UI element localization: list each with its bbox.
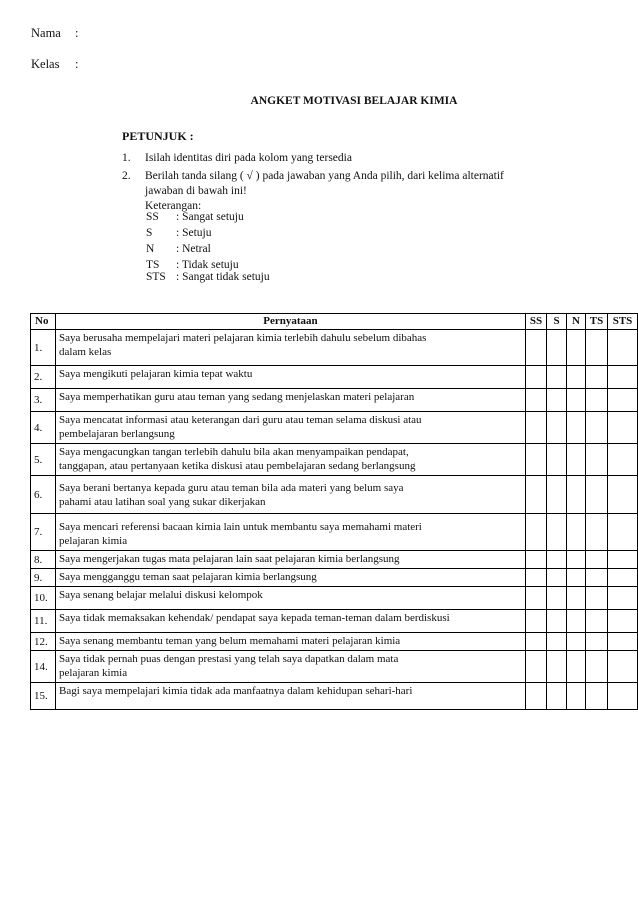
choice-s[interactable] (547, 366, 567, 389)
instruction-text: Isilah identitas diri pada kolom yang tersedia (145, 152, 352, 164)
table-row (31, 633, 638, 651)
instruction-number: 2. (122, 170, 131, 182)
legend-code: S (146, 227, 153, 239)
instruction-text: Berilah tanda silang ( √ ) pada jawaban yang Anda pilih, dari kelima alternatif (145, 170, 504, 182)
choice-s[interactable] (547, 569, 567, 587)
statement-line: pahami atau latihan soal yang sukar dikerjakan (59, 496, 266, 508)
table-row (31, 610, 638, 633)
row-statement (56, 587, 526, 610)
legend-desc: : Sangat setuju (176, 211, 244, 223)
row-statement (56, 633, 526, 651)
statement-line: Saya memperhatikan guru atau teman yang sedang menjelaskan materi pelajaran (59, 391, 415, 403)
row-number: 1. (31, 330, 56, 366)
choice-ts[interactable] (586, 412, 608, 444)
document-title: ANGKET MOTIVASI BELAJAR KIMIA (250, 95, 458, 107)
choice-ts[interactable] (586, 366, 608, 389)
statement-line: Saya tidak pernah puas dengan prestasi yang telah saya dapatkan dalam mata (59, 653, 399, 665)
choice-ss[interactable] (526, 610, 547, 633)
statement-line: tanggapan, atau pertanyaan ketika diskusi atau pembelajaran sedang berlangsung (59, 460, 416, 472)
header-sts: STS (608, 314, 638, 330)
choice-s[interactable] (547, 633, 567, 651)
choice-ts[interactable] (586, 551, 608, 569)
statement-line: Saya mengikuti pelajaran kimia tepat waktu (59, 368, 253, 380)
choice-s[interactable] (547, 389, 567, 412)
choice-ts[interactable] (586, 683, 608, 710)
choice-sts[interactable] (608, 610, 638, 633)
row-number: 15. (31, 683, 56, 710)
choice-ts[interactable] (586, 514, 608, 551)
statement-line: Saya berani bertanya kepada guru atau teman bila ada materi yang belum saya (59, 482, 404, 494)
header-statement: Pernyataan (56, 314, 526, 330)
choice-ss[interactable] (526, 551, 547, 569)
row-number: 8. (31, 551, 56, 569)
row-statement (56, 444, 526, 476)
choice-n[interactable] (567, 366, 586, 389)
table-row (31, 412, 638, 444)
choice-sts[interactable] (608, 476, 638, 514)
choice-ts[interactable] (586, 610, 608, 633)
kelas-field[interactable] (31, 57, 79, 72)
choice-ss[interactable] (526, 514, 547, 551)
choice-s[interactable] (547, 651, 567, 683)
statement-line: Saya senang membantu teman yang belum memahami materi pelajaran kimia (59, 635, 401, 647)
row-number: 9. (31, 569, 56, 587)
statement-line: pelajaran kimia (59, 535, 128, 547)
legend-desc: : Netral (176, 243, 211, 255)
row-statement (56, 476, 526, 514)
choice-s[interactable] (547, 444, 567, 476)
table-row (31, 651, 638, 683)
choice-sts[interactable] (608, 514, 638, 551)
header-ts: TS (586, 314, 608, 330)
header-s: S (547, 314, 567, 330)
row-statement (56, 651, 526, 683)
statement-line: Saya mencatat informasi atau keterangan dari guru atau teman selama diskusi atau (59, 414, 422, 426)
choice-sts[interactable] (608, 633, 638, 651)
choice-s[interactable] (547, 476, 567, 514)
choice-n[interactable] (567, 610, 586, 633)
choice-n[interactable] (567, 651, 586, 683)
table-row (31, 444, 638, 476)
legend-desc: : Setuju (176, 227, 212, 239)
header-n: N (567, 314, 586, 330)
legend-code: SS (146, 211, 159, 223)
row-number: 10. (31, 587, 56, 610)
choice-s[interactable] (547, 683, 567, 710)
choice-ts[interactable] (586, 587, 608, 610)
choice-ss[interactable] (526, 330, 547, 366)
table-row (31, 389, 638, 412)
row-number: 7. (31, 514, 56, 551)
choice-n[interactable] (567, 569, 586, 587)
choice-ts[interactable] (586, 389, 608, 412)
nama-field[interactable] (31, 26, 79, 41)
row-statement (56, 683, 526, 710)
table-row (31, 587, 638, 610)
choice-ss[interactable] (526, 569, 547, 587)
row-statement (56, 412, 526, 444)
header-ss: SS (526, 314, 547, 330)
table-row (31, 683, 638, 710)
choice-ts[interactable] (586, 651, 608, 683)
choice-ts[interactable] (586, 569, 608, 587)
choice-s[interactable] (547, 330, 567, 366)
choice-ts[interactable] (586, 633, 608, 651)
statement-line: dalam kelas (59, 346, 112, 358)
instruction-text: jawaban di bawah ini! (145, 185, 247, 197)
choice-s[interactable] (547, 551, 567, 569)
legend-code: TS (146, 259, 160, 271)
choice-ts[interactable] (586, 444, 608, 476)
choice-sts[interactable] (608, 569, 638, 587)
choice-ss[interactable] (526, 366, 547, 389)
choice-ss[interactable] (526, 476, 547, 514)
table-row (31, 514, 638, 551)
choice-sts[interactable] (608, 551, 638, 569)
choice-ss[interactable] (526, 444, 547, 476)
legend-code: STS (146, 271, 166, 283)
table-row (31, 569, 638, 587)
row-number: 11. (31, 610, 56, 633)
choice-n[interactable] (567, 587, 586, 610)
row-number: 4. (31, 412, 56, 444)
questionnaire-table (30, 313, 638, 710)
choice-n[interactable] (567, 633, 586, 651)
row-number: 5. (31, 444, 56, 476)
choice-sts[interactable] (608, 651, 638, 683)
choice-sts[interactable] (608, 330, 638, 366)
choice-n[interactable] (567, 412, 586, 444)
statement-line: Saya berusaha mempelajari materi pelajaran kimia terlebih dahulu sebelum dibahas (59, 332, 427, 344)
statement-line: pelajaran kimia (59, 667, 128, 679)
choice-sts[interactable] (608, 412, 638, 444)
statement-line: Bagi saya mempelajari kimia tidak ada manfaatnya dalam kehidupan sehari-hari (59, 685, 413, 697)
choice-n[interactable] (567, 514, 586, 551)
statement-line: Saya mencari referensi bacaan kimia lain untuk membantu saya memahami materi (59, 521, 422, 533)
row-number: 6. (31, 476, 56, 514)
choice-s[interactable] (547, 514, 567, 551)
row-statement (56, 610, 526, 633)
choice-ss[interactable] (526, 412, 547, 444)
table-row (31, 366, 638, 389)
legend-desc: : Tidak setuju (176, 259, 239, 271)
keterangan-heading: Keterangan: (145, 200, 202, 212)
statement-line: Saya mengerjakan tugas mata pelajaran lain saat pelajaran kimia berlangsung (59, 553, 400, 565)
legend-desc: : Sangat tidak setuju (176, 271, 270, 283)
row-statement (56, 366, 526, 389)
choice-sts[interactable] (608, 587, 638, 610)
statement-line: pembelajaran berlangsung (59, 428, 175, 440)
row-number: 14. (31, 651, 56, 683)
row-statement (56, 514, 526, 551)
row-statement (56, 551, 526, 569)
nama-colon: : (75, 26, 79, 40)
instruction-number: 1. (122, 152, 131, 164)
choice-n[interactable] (567, 476, 586, 514)
choice-n[interactable] (567, 551, 586, 569)
legend-code: N (146, 243, 155, 255)
choice-sts[interactable] (608, 389, 638, 412)
row-statement (56, 330, 526, 366)
row-number: 2. (31, 366, 56, 389)
choice-sts[interactable] (608, 683, 638, 710)
statement-line: Saya mengacungkan tangan terlebih dahulu bila akan menyampaikan pendapat, (59, 446, 409, 458)
kelas-colon: : (75, 57, 79, 71)
choice-s[interactable] (547, 587, 567, 610)
choice-ss[interactable] (526, 587, 547, 610)
row-statement (56, 569, 526, 587)
row-statement (56, 389, 526, 412)
table-row (31, 476, 638, 514)
choice-sts[interactable] (608, 366, 638, 389)
choice-ss[interactable] (526, 389, 547, 412)
table-header-row (31, 314, 638, 330)
statement-line: Saya senang belajar melalui diskusi kelompok (59, 589, 263, 601)
table-row (31, 330, 638, 366)
kelas-label: Kelas (31, 57, 60, 71)
choice-n[interactable] (567, 389, 586, 412)
choice-n[interactable] (567, 444, 586, 476)
choice-ss[interactable] (526, 651, 547, 683)
choice-ss[interactable] (526, 683, 547, 710)
choice-n[interactable] (567, 683, 586, 710)
choice-s[interactable] (547, 412, 567, 444)
row-number: 12. (31, 633, 56, 651)
row-number: 3. (31, 389, 56, 412)
choice-n[interactable] (567, 330, 586, 366)
statement-line: Saya mengganggu teman saat pelajaran kimia berlangsung (59, 571, 317, 583)
nama-label: Nama (31, 26, 61, 40)
choice-ts[interactable] (586, 330, 608, 366)
petunjuk-heading: PETUNJUK : (122, 129, 194, 143)
statement-line: Saya tidak memaksakan kehendak/ pendapat saya kepada teman-teman dalam berdiskusi (59, 612, 450, 624)
choice-sts[interactable] (608, 444, 638, 476)
choice-ss[interactable] (526, 633, 547, 651)
table-row (31, 551, 638, 569)
choice-ts[interactable] (586, 476, 608, 514)
header-no: No (31, 314, 56, 330)
choice-s[interactable] (547, 610, 567, 633)
